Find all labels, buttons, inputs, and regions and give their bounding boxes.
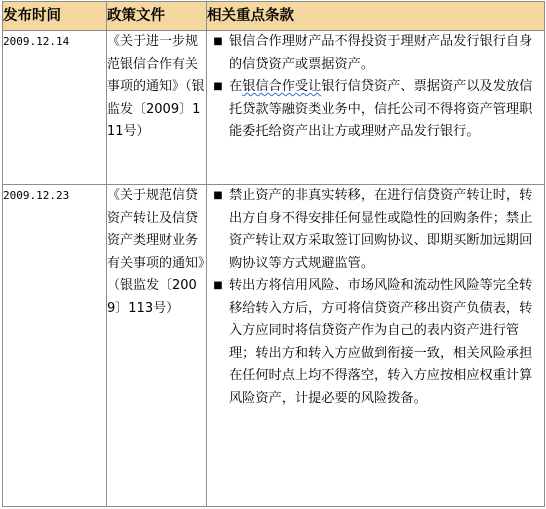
black-square-bullet-icon: ■ (213, 36, 223, 47)
clause-text: 禁止资产的非真实转移，在进行信贷资产转让时，转出方自身不得安排任何显性或隐性的回购条件；禁止资产转让双方采取签订回购协议、即期买断加远期回购协议等方式规避监管。 (229, 188, 533, 271)
clause-item (207, 275, 544, 410)
header-row (3, 2, 545, 31)
clause-item (207, 76, 544, 144)
header-publish-date: 发布时间 (3, 2, 107, 31)
spellcheck-underlined-text: 银信合作受让 (242, 79, 322, 94)
key-clauses-cell (207, 31, 545, 185)
key-clauses-cell (207, 185, 545, 507)
clause-text-post: 银行信贷资产、票据资产以及发放信托贷款等融资类业务中，信托公司不得将资产管理职能委托给资产出让方或理财产品发行银行。 (229, 79, 533, 139)
header-key-clauses: 相关重点条款 (207, 2, 545, 31)
policy-document-cell: 《关于规范信贷资产转让及信贷资产类理财业务有关事项的通知》（银监发〔2009〕113号） (107, 185, 207, 507)
policy-document-cell: 《关于进一步规范银信合作有关事项的通知》（银监发〔2009〕111号） (107, 31, 207, 185)
clause-text: 转出方将信用风险、市场风险和流动性风险等完全转移给转入方后，方可将信贷资产移出资产负债表，转入方应同时将信贷资产作为自己的表内资产进行管理；转出方和转入方应做到衔接一致，相关风险承担在任何时点上均不得落空，转入方应按相应权重计算风险资产，计提必要的风险拨备。 (229, 278, 533, 406)
clause-text: 银信合作理财产品不得投资于理财产品发行银行自身的信贷资产或票据资产。 (229, 34, 533, 72)
clause-item (207, 185, 544, 275)
table-row (3, 31, 545, 185)
policy-table (2, 1, 545, 507)
publish-date-cell: 2009.12.23 (3, 185, 107, 507)
table-row (3, 185, 545, 507)
black-square-bullet-icon: ■ (213, 81, 223, 92)
black-square-bullet-icon: ■ (213, 190, 223, 201)
clause-text (229, 76, 544, 144)
clause-item (207, 31, 544, 76)
black-square-bullet-icon: ■ (213, 280, 223, 291)
header-policy-document: 政策文件 (107, 2, 207, 31)
publish-date-cell: 2009.12.14 (3, 31, 107, 185)
clause-text-pre: 在 (229, 79, 243, 94)
